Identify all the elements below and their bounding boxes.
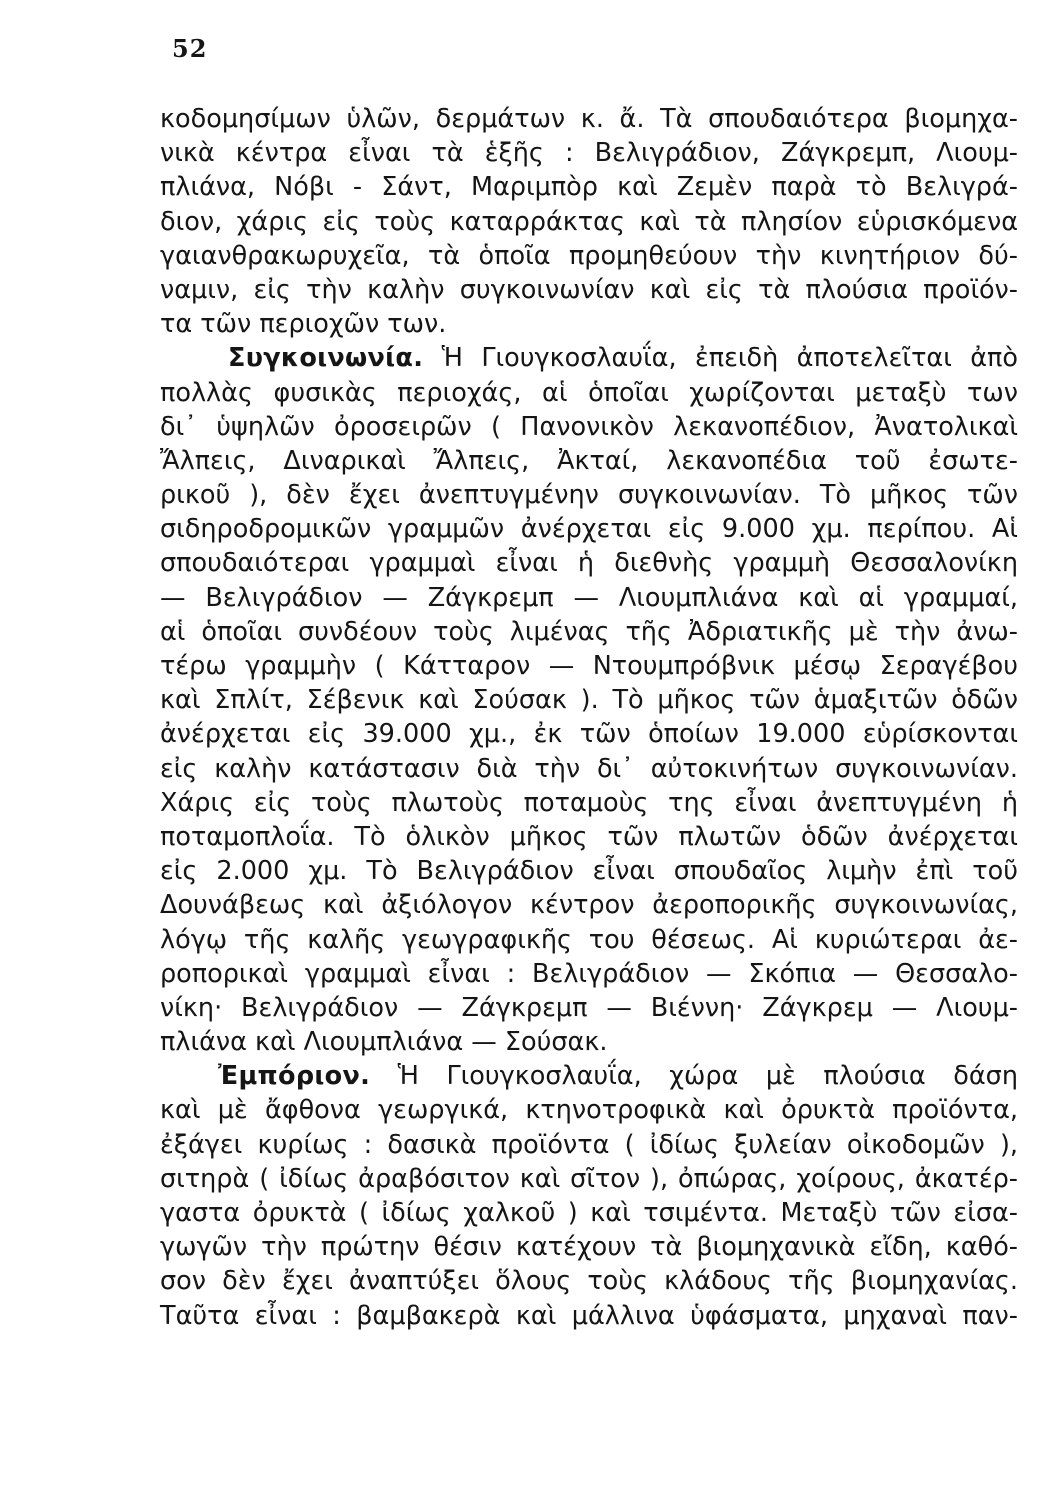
text-line: σπουδαιότεραι γραμμαὶ εἶναι ἡ διεθνὴς γραμμὴ Θεσσαλονίκη (160, 548, 1018, 579)
page-number: 52 (172, 34, 208, 63)
text-line: σιδηροδρομικῶν γραμμῶν ἀνέρχεται εἰς 9.000 χμ. περίπου. Αἱ (160, 514, 1018, 545)
text-line: καὶ Σπλίτ, Σέβενικ καὶ Σούσακ ). Τὸ μῆκος τῶν ἁμαξιτῶν ὁδῶν (160, 685, 1018, 716)
text-line: ἐξάγει κυρίως : δασικὰ προϊόντα ( ἰδίως ξυλείαν οἰκοδομῶν ), (160, 1129, 1018, 1160)
text-line: Ταῦτα εἶναι : βαμβακερὰ καὶ μάλλινα ὑφάσματα, μηχαναὶ παν- (160, 1300, 1018, 1331)
text-line: σον δὲν ἔχει ἀναπτύξει ὅλους τοὺς κλάδους τῆς βιομηχανίας. (160, 1266, 1018, 1297)
text-line: γαιανθρακωρυχεῖα, τὰ ὁποῖα προμηθεύουν τὴν κινητήριον δύ- (160, 240, 1018, 271)
text-line: ναμιν, εἰς τὴν καλὴν συγκοινωνίαν καὶ εἰς τὰ πλούσια προϊόν- (160, 274, 1018, 305)
text-line: εἰς 2.000 χμ. Τὸ Βελιγράδιον εἶναι σπουδαῖος λιμὴν ἐπὶ τοῦ (160, 856, 1018, 887)
text-line: Ἡ Γιουγκοσλαυΐα, χώρα μὲ πλούσια δάση (397, 1061, 1018, 1092)
text-line: λόγῳ τῆς καλῆς γεωγραφικῆς του θέσεως. Αἱ κυριώτεραι ἀε- (160, 924, 1018, 955)
text-line: ἀνέρχεται εἰς 39.000 χμ., ἐκ τῶν ὁποίων 19.000 εὑρίσκονται (160, 719, 1018, 750)
text-line: νίκη· Βελιγράδιον — Ζάγκρεμπ — Βιέννη· Ζάγκρεμ — Λιουμ- (160, 992, 1018, 1023)
text-line: δι᾽ ὑψηλῶν ὀροσειρῶν ( Πανονικὸν λεκανοπέδιον, Ἀνατολικαὶ (160, 411, 1018, 442)
text-line: τέρω γραμμὴν ( Κάτταρον — Ντουμπρόβνικ μέσῳ Σεραγέβου (160, 651, 1018, 681)
text-line: Ἄλπεις, Διναρικαὶ Ἄλπεις, Ἀκταί, λεκανοπέδια τοῦ ἐσωτε- (160, 445, 1018, 476)
text-line: ρικοῦ ), δὲν ἔχει ἀνεπτυγμένην συγκοινωνίαν. Τὸ μῆκος τῶν (160, 480, 1018, 511)
section-heading-communications: Συγκοινωνία. (228, 343, 424, 374)
text-line: πλιάνα, Νόβι - Σάντ, Μαριμπὸρ καὶ Ζεμὲν παρὰ τὸ Βελιγρά- (160, 172, 1018, 203)
text-line: εἰς καλὴν κατάστασιν διὰ τὴν δι᾽ αὐτοκινήτων συγκοινωνίαν. (160, 753, 1018, 784)
section-first-line (160, 341, 1018, 375)
text-line: σιτηρὰ ( ἰδίως ἀραβόσιτον καὶ σῖτον ), ὀπώρας, χοίρους, ἀκατέρ- (160, 1163, 1018, 1194)
text-line: — Βελιγράδιον — Ζάγκρεμπ — Λιουμπλιάνα καὶ αἱ γραμμαί, (160, 582, 1018, 613)
text-line: Ἡ Γιουγκοσλαυΐα, ἐπειδὴ ἀποτελεῖται ἀπὸ (441, 343, 1019, 374)
text-line: καὶ μὲ ἄφθονα γεωργικά, κτηνοτροφικὰ καὶ ὀρυκτὰ προϊόντα, (160, 1095, 1018, 1126)
text-line: πολλὰς φυσικὰς περιοχάς, αἱ ὁποῖαι χωρίζονται μεταξὺ των (160, 377, 1018, 408)
text-line: αἱ ὁποῖαι συνδέουν τοὺς λιμένας τῆς Ἀδριατικῆς μὲ τὴν ἀνω- (160, 616, 1018, 647)
text-line: κοδομησίμων ὑλῶν, δερμάτων κ. ἄ. Τὰ σπουδαιότερα βιομηχα- (160, 104, 1018, 134)
text-line: ροπορικαὶ γραμμαὶ εἶναι : Βελιγράδιον — Σκόπια — Θεσσαλο- (160, 958, 1018, 989)
text-line: Δουνάβεως καὶ ἀξιόλογον κέντρον ἀεροπορικῆς συγκοινωνίας, (160, 890, 1018, 921)
text-line: γωγῶν τὴν πρώτην θέσιν κατέχουν τὰ βιομηχανικὰ εἴδη, καθό- (160, 1232, 1018, 1263)
body-text (160, 102, 1018, 1333)
text-line: Χάρις εἰς τοὺς πλωτοὺς ποταμοὺς της εἶναι ἀνεπτυγμένη ἡ (160, 787, 1018, 818)
section-first-line (160, 1059, 1018, 1093)
text-line: διον, χάρις εἰς τοὺς καταρράκτας καὶ τὰ πλησίον εὑρισκόμενα (160, 206, 1018, 237)
section-heading-commerce: Ἐμπόριον. (218, 1061, 371, 1092)
text-line: πλιάνα καὶ Λιουμπλιάνα — Σούσακ. (160, 1027, 608, 1058)
text-line: γαστα ὀρυκτὰ ( ἰδίως χαλκοῦ ) καὶ τσιμέντα. Μεταξὺ τῶν εἰσα- (160, 1198, 1018, 1228)
text-line: τα τῶν περιοχῶν των. (160, 309, 447, 340)
text-line: ποταμοπλοΐα. Τὸ ὁλικὸν μῆκος τῶν πλωτῶν ὁδῶν ἀνέρχεται (160, 821, 1018, 852)
text-line: νικὰ κέντρα εἶναι τὰ ἑξῆς : Βελιγράδιον, Ζάγκρεμπ, Λιουμ- (160, 138, 1018, 169)
